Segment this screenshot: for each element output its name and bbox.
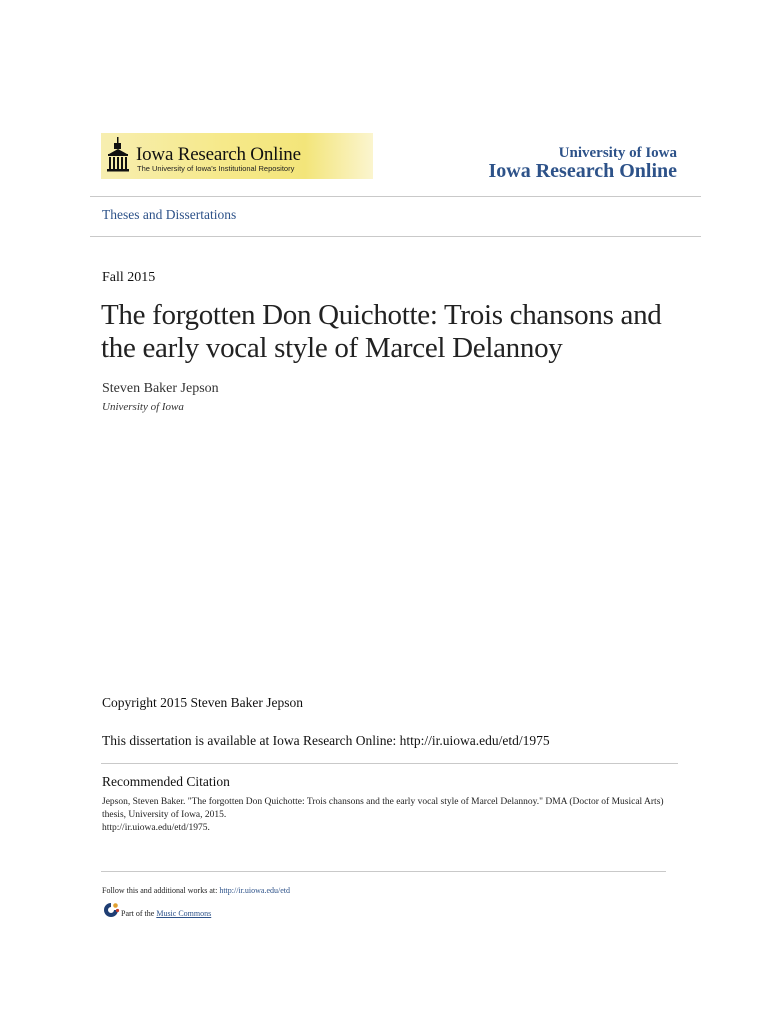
follow-line xyxy=(102,886,290,895)
iowa-research-online-logo[interactable] xyxy=(101,133,373,179)
footer-divider xyxy=(101,871,666,872)
logo-subtitle: The University of Iowa's Institutional Repository xyxy=(137,164,295,173)
copyright-notice: Copyright 2015 Steven Baker Jepson xyxy=(102,695,303,710)
citation-text: Jepson, Steven Baker. "The forgotten Don Quichotte: Trois chansons and the early vocal style of Marcel Delannoy." DMA (Doctor of Musical Arts) thesis, University of Iowa, 2015. xyxy=(102,797,664,820)
old-capitol-building-icon xyxy=(105,137,131,175)
author-name: Steven Baker Jepson xyxy=(102,381,219,396)
part-of-text xyxy=(121,909,211,918)
citation-divider xyxy=(101,763,678,764)
availability-statement: This dissertation is available at Iowa Research Online: http://ir.uiowa.edu/etd/1975 xyxy=(102,733,550,748)
network-commons-icon xyxy=(102,901,120,919)
university-name[interactable]: University of Iowa xyxy=(558,145,677,161)
follow-link[interactable]: http://ir.uiowa.edu/etd xyxy=(219,886,290,895)
publication-date: Fall 2015 xyxy=(102,270,156,285)
recommended-citation xyxy=(102,796,672,835)
header-divider xyxy=(90,196,701,197)
document-title: The forgotten Don Quichotte: Trois chansons and the early vocal style of Marcel Delannoy xyxy=(101,299,662,364)
recommended-citation-heading: Recommended Citation xyxy=(102,774,230,789)
logo-title: Iowa Research Online xyxy=(136,144,301,165)
series-divider xyxy=(90,236,701,237)
music-commons-link[interactable]: Music Commons xyxy=(156,909,212,918)
theses-and-dissertations-link[interactable]: Theses and Dissertations xyxy=(102,207,237,222)
follow-prefix: Follow this and additional works at: xyxy=(102,886,220,895)
repository-name[interactable]: Iowa Research Online xyxy=(488,160,677,182)
citation-url: http://ir.uiowa.edu/etd/1975. xyxy=(102,823,210,833)
part-of-prefix: Part of the xyxy=(121,909,157,918)
author-affiliation: University of Iowa xyxy=(102,401,184,413)
